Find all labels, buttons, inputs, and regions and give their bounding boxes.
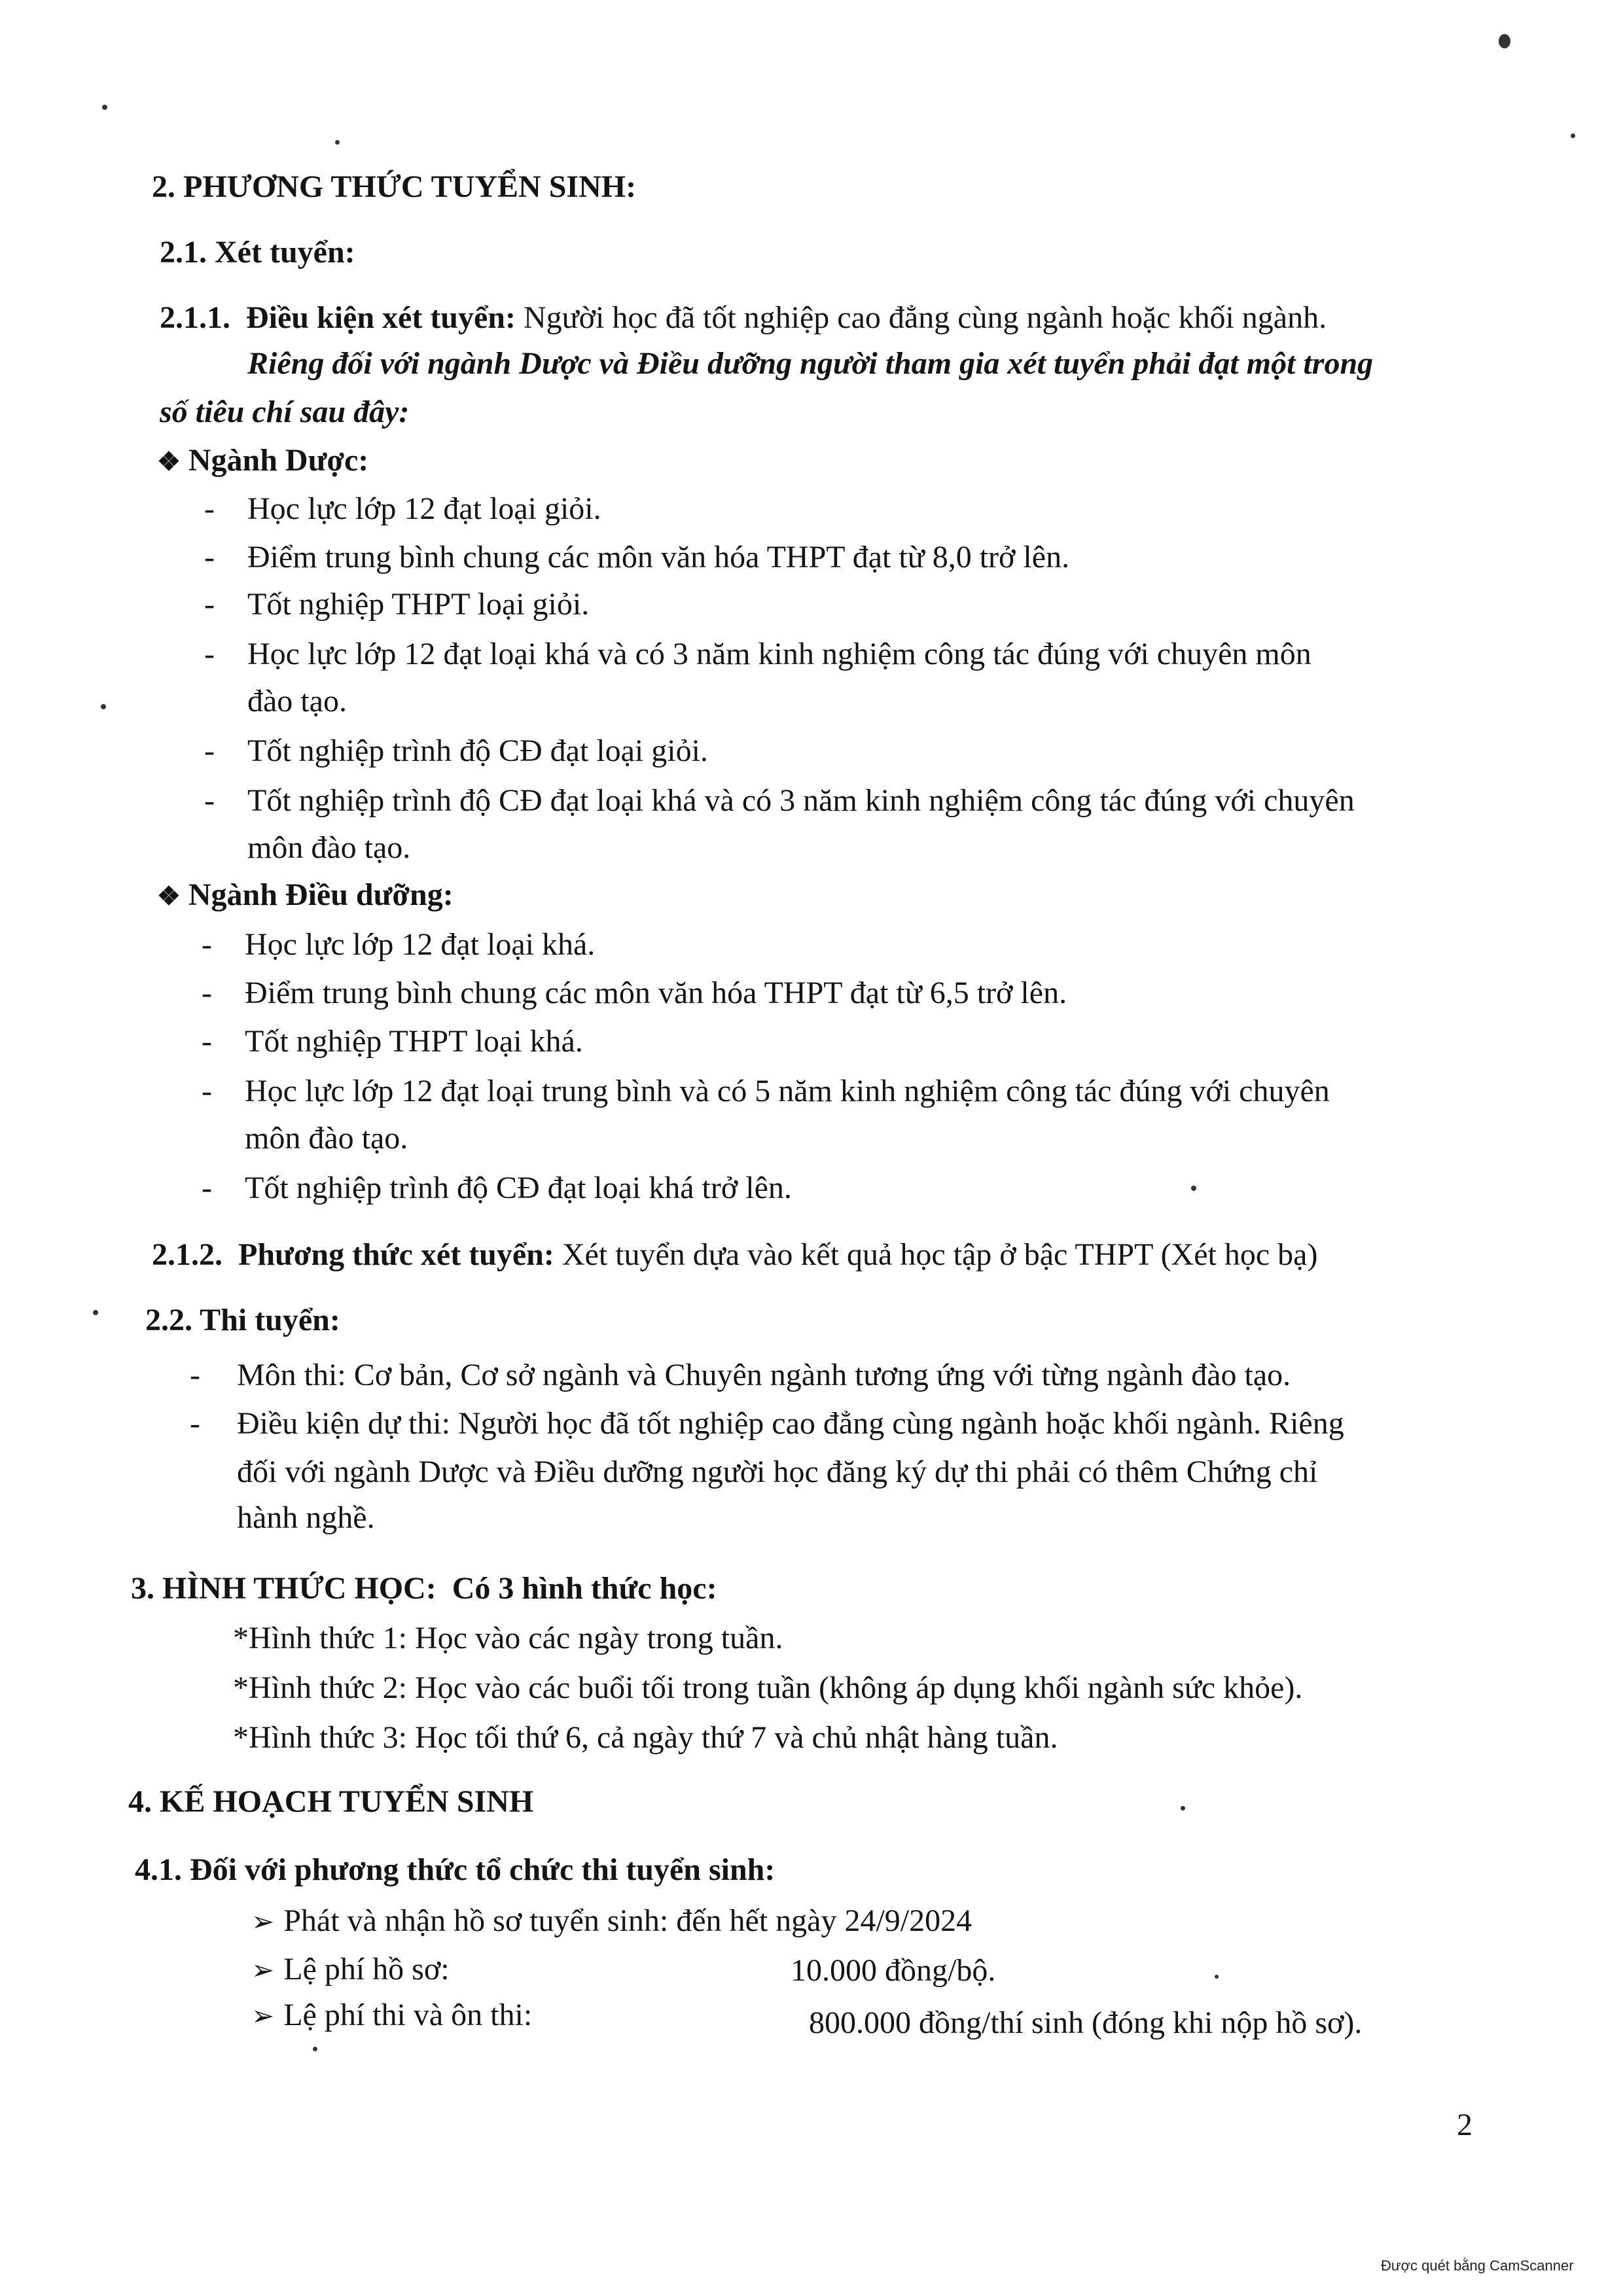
dash-icon: - (202, 1074, 212, 1108)
dash-icon: - (190, 1406, 200, 1441)
dd-item-continued: môn đào tạo. (245, 1121, 408, 1156)
scan-speck (1215, 1975, 1219, 1979)
exam-item: Điều kiện dự thi: Người học đã tốt nghiệp cao đẳng cùng ngành hoặc khối ngành. Riêng (237, 1406, 1344, 1441)
scan-speck (1191, 1186, 1196, 1191)
scan-speck (93, 1310, 98, 1315)
plan-item (251, 1903, 972, 1939)
italic-note-line-1: Riêng đối với ngành Dược và Điều dưỡng người tham gia xét tuyển phải đạt một trong (247, 346, 1374, 381)
plan-item-label: Lệ phí thi và ôn thi: (283, 1998, 533, 2032)
section-4-1-heading: 4.1. Đối với phương thức tổ chức thi tuyển sinh: (135, 1852, 776, 1887)
plan-item-label: Phát và nhận hồ sơ tuyển sinh: đến hết ngày 24/9/2024 (283, 1903, 972, 1938)
section-3-sub: Có 3 hình thức học: (452, 1571, 717, 1606)
section-number: 2.1.2. (152, 1237, 223, 1272)
dash-icon: - (204, 587, 215, 622)
dd-item: Học lực lớp 12 đạt loại trung bình và có 5 năm kinh nghiệm công tác đúng với chuyên (245, 1074, 1330, 1108)
section-number: 2.1.1. (160, 300, 230, 335)
scan-speck (335, 140, 340, 145)
duoc-item: Tốt nghiệp THPT loại giỏi. (247, 587, 590, 622)
scan-speck (102, 105, 107, 110)
condition-text: Người học đã tốt nghiệp cao đẳng cùng ngành hoặc khối ngành. (523, 300, 1327, 335)
section-3 (131, 1570, 717, 1606)
section-2-1-1 (160, 300, 1327, 336)
arrow-bullet-icon: ➢ (251, 2002, 275, 2032)
section-2-heading: 2. PHƯƠNG THỨC TUYỂN SINH: (152, 169, 637, 204)
arrow-bullet-icon: ➢ (251, 1956, 275, 1986)
duoc-item-continued: môn đào tạo. (247, 830, 411, 865)
section-2-1-2 (152, 1237, 1317, 1273)
study-form-item: *Hình thức 3: Học tối thứ 6, cả ngày thứ 7 và chủ nhật hàng tuần. (233, 1720, 1058, 1755)
duoc-item: Học lực lớp 12 đạt loại khá và có 3 năm kinh nghiệm công tác đúng với chuyên môn (247, 637, 1311, 671)
dash-icon: - (202, 927, 212, 962)
exam-item-continued: đối với ngành Dược và Điều dưỡng người học đăng ký dự thi phải có thêm Chứng chỉ (237, 1455, 1318, 1489)
dd-item: Học lực lớp 12 đạt loại khá. (245, 927, 596, 962)
method-label: Phương thức xét tuyển: (238, 1237, 554, 1272)
duoc-item: Tốt nghiệp trình độ CĐ đạt loại giỏi. (247, 733, 708, 768)
duoc-heading-row (157, 442, 368, 478)
dd-item: Điểm trung bình chung các môn văn hóa THPT đạt từ 6,5 trở lên. (245, 976, 1067, 1010)
dd-heading-row (157, 877, 454, 913)
dd-item: Tốt nghiệp THPT loại khá. (245, 1024, 583, 1059)
diamond-bullet-icon: ❖ (157, 447, 181, 476)
plan-item (251, 1997, 532, 2033)
duoc-item: Tốt nghiệp trình độ CĐ đạt loại khá và có 3 năm kinh nghiệm công tác đúng với chuyên (247, 783, 1355, 818)
duoc-heading: Ngành Dược: (188, 443, 369, 478)
study-form-item: *Hình thức 1: Học vào các ngày trong tuần. (233, 1621, 783, 1655)
diamond-bullet-icon: ❖ (157, 881, 181, 911)
exam-item-continued: hành nghề. (237, 1500, 375, 1535)
plan-item-value: 10.000 đồng/bộ. (791, 1953, 996, 1988)
section-4-heading: 4. KẾ HOẠCH TUYỂN SINH (128, 1784, 534, 1819)
page-number: 2 (1457, 2108, 1472, 2142)
duoc-item: Học lực lớp 12 đạt loại giỏi. (247, 491, 601, 526)
section-3-heading: 3. HÌNH THỨC HỌC: (131, 1571, 437, 1606)
exam-item: Môn thi: Cơ bản, Cơ sở ngành và Chuyên ngành tương ứng với từng ngành đào tạo. (237, 1358, 1291, 1392)
dd-heading: Ngành Điều dưỡng: (188, 877, 454, 912)
scan-speck (1181, 1806, 1185, 1810)
method-text: Xét tuyển dựa vào kết quả học tập ở bậc THPT (Xét học bạ) (562, 1237, 1318, 1272)
condition-label: Điều kiện xét tuyển: (246, 300, 516, 335)
dash-icon: - (202, 1024, 212, 1059)
dash-icon: - (204, 540, 215, 574)
section-2-2-heading: 2.2. Thi tuyển: (145, 1303, 340, 1337)
plan-item-label: Lệ phí hồ sơ: (283, 1952, 450, 1987)
dash-icon: - (204, 491, 215, 526)
study-form-item: *Hình thức 2: Học vào các buổi tối trong tuần (không áp dụng khối ngành sức khỏe). (233, 1670, 1303, 1705)
arrow-bullet-icon: ➢ (251, 1907, 275, 1937)
dash-icon: - (202, 976, 212, 1010)
dash-icon: - (204, 733, 215, 768)
dash-icon: - (204, 637, 215, 671)
dash-icon: - (190, 1358, 200, 1392)
section-2-1-heading: 2.1. Xét tuyển: (160, 235, 355, 270)
scan-speck (101, 704, 106, 709)
duoc-item: Điểm trung bình chung các môn văn hóa THPT đạt từ 8,0 trở lên. (247, 540, 1070, 574)
italic-note-line-2: số tiêu chí sau đây: (160, 395, 410, 429)
scan-speck (313, 2047, 317, 2051)
scan-speck (1571, 133, 1575, 138)
scanner-watermark: Được quét bằng CamScanner (1381, 2257, 1574, 2274)
plan-item-value: 800.000 đồng/thí sinh (đóng khi nộp hồ sơ). (809, 2005, 1363, 2040)
scan-speck (1499, 34, 1510, 48)
dash-icon: - (204, 783, 215, 818)
plan-item (251, 1951, 450, 1987)
duoc-item-continued: đào tạo. (247, 684, 347, 718)
dash-icon: - (202, 1171, 212, 1205)
dd-item: Tốt nghiệp trình độ CĐ đạt loại khá trở lên. (245, 1171, 792, 1205)
